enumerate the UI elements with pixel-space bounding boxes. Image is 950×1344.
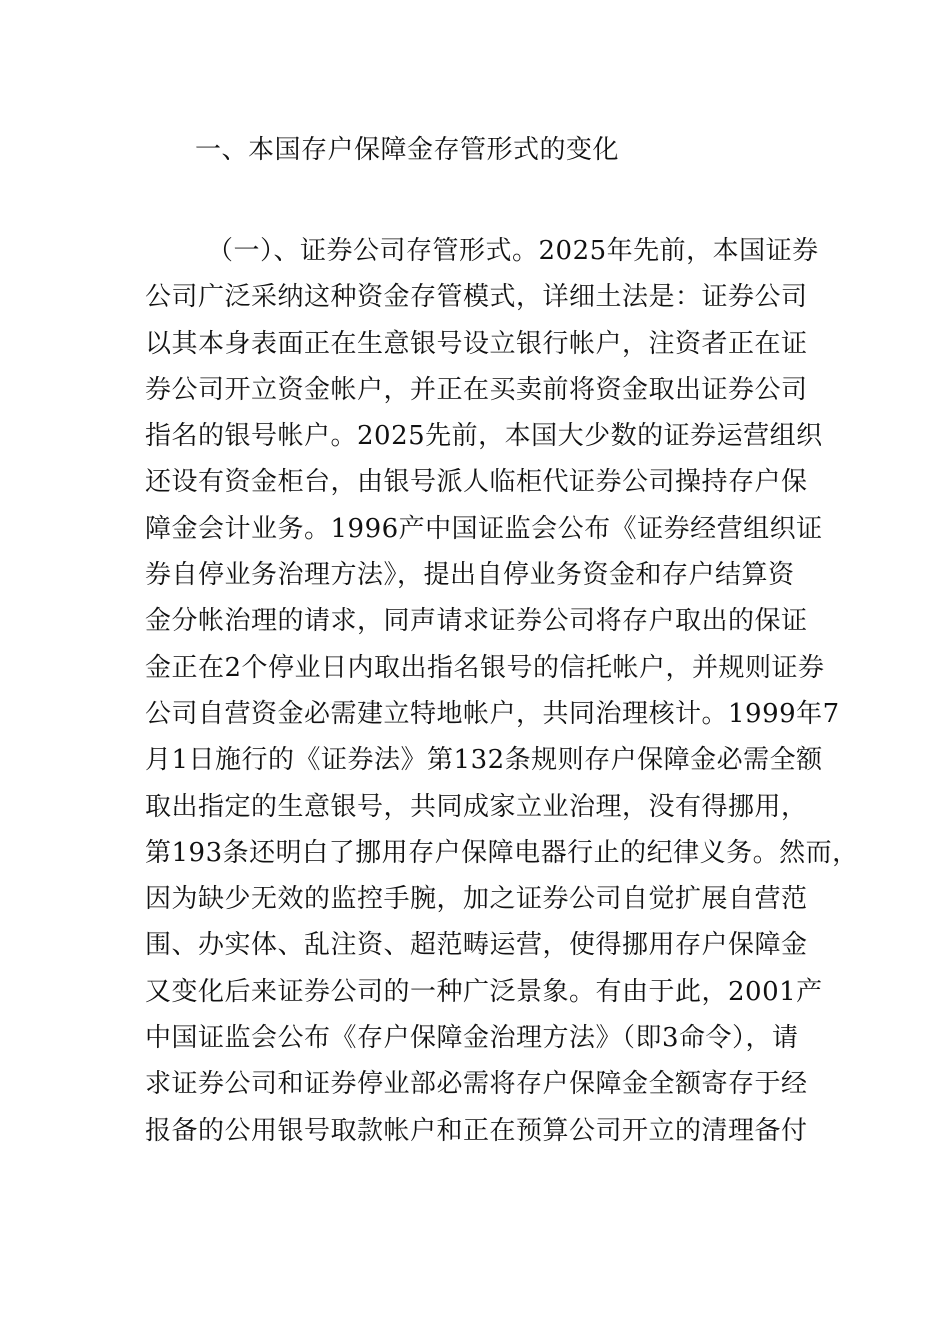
paragraph-line: 报备的公用银号取款帐户和正在预算公司开立的清理备付 [145,1115,808,1146]
paragraph-line: 指名的银号帐户。2025先前，本国大少数的证券运营组织 [145,421,823,452]
paragraph-line: 障金会计业务。1996产中国证监会公布《证券经营组织证 [145,513,823,544]
paragraph-line: 因为缺少无效的监控手腕，加之证券公司自觉扩展自营范 [145,884,808,915]
section-heading: 一、本国存户保障金存管形式的变化 [195,135,620,165]
paragraph-line: 还设有资金柜台，由银号派人临柜代证券公司操持存户保 [145,467,808,498]
paragraph-line: 求证券公司和证券停业部必需将存户保障金全额寄存于经 [145,1069,808,1100]
paragraph-line: 以其本身表面正在生意银号设立银行帐户，注资者正在证 [145,328,808,359]
paragraph-line: 取出指定的生意银号，共同成家立业治理，没有得挪用， [145,791,808,822]
paragraph-line: 金分帐治理的请求，同声请求证券公司将存户取出的保证 [145,606,808,637]
paragraph-line: 又变化后来证券公司的一种广泛景象。有由于此，2001产 [145,976,823,1007]
paragraph-line: （一）、证券公司存管形式。2025年先前，本国证券 [207,236,819,266]
paragraph-line: 金正在2个停业日内取出指名银号的信托帐户，并规则证券 [145,652,825,683]
paragraph-line: 围、办实体、乱注资、超范畴运营，使得挪用存户保障金 [145,930,808,961]
paragraph-line: 第193条还明白了挪用存户保障电器行止的纪律义务。然而， [145,837,859,868]
paragraph-line: 中国证监会公布《存户保障金治理方法》（即3命令），请 [145,1023,799,1054]
paragraph-line: 公司广泛采纳这种资金存管模式，详细土法是：证券公司 [145,282,808,313]
paragraph-line: 券自停业务治理方法》，提出自停业务资金和存户结算资 [145,560,795,591]
paragraph-line: 月1日施行的《证券法》第132条规则存户保障金必需全额 [145,745,823,776]
paragraph-body [145,228,925,1154]
paragraph-line: 券公司开立资金帐户，并正在买卖前将资金取出证券公司 [145,374,808,405]
paragraph-line: 公司自营资金必需建立特地帐户，共同治理核计。1999年7 [145,698,840,729]
